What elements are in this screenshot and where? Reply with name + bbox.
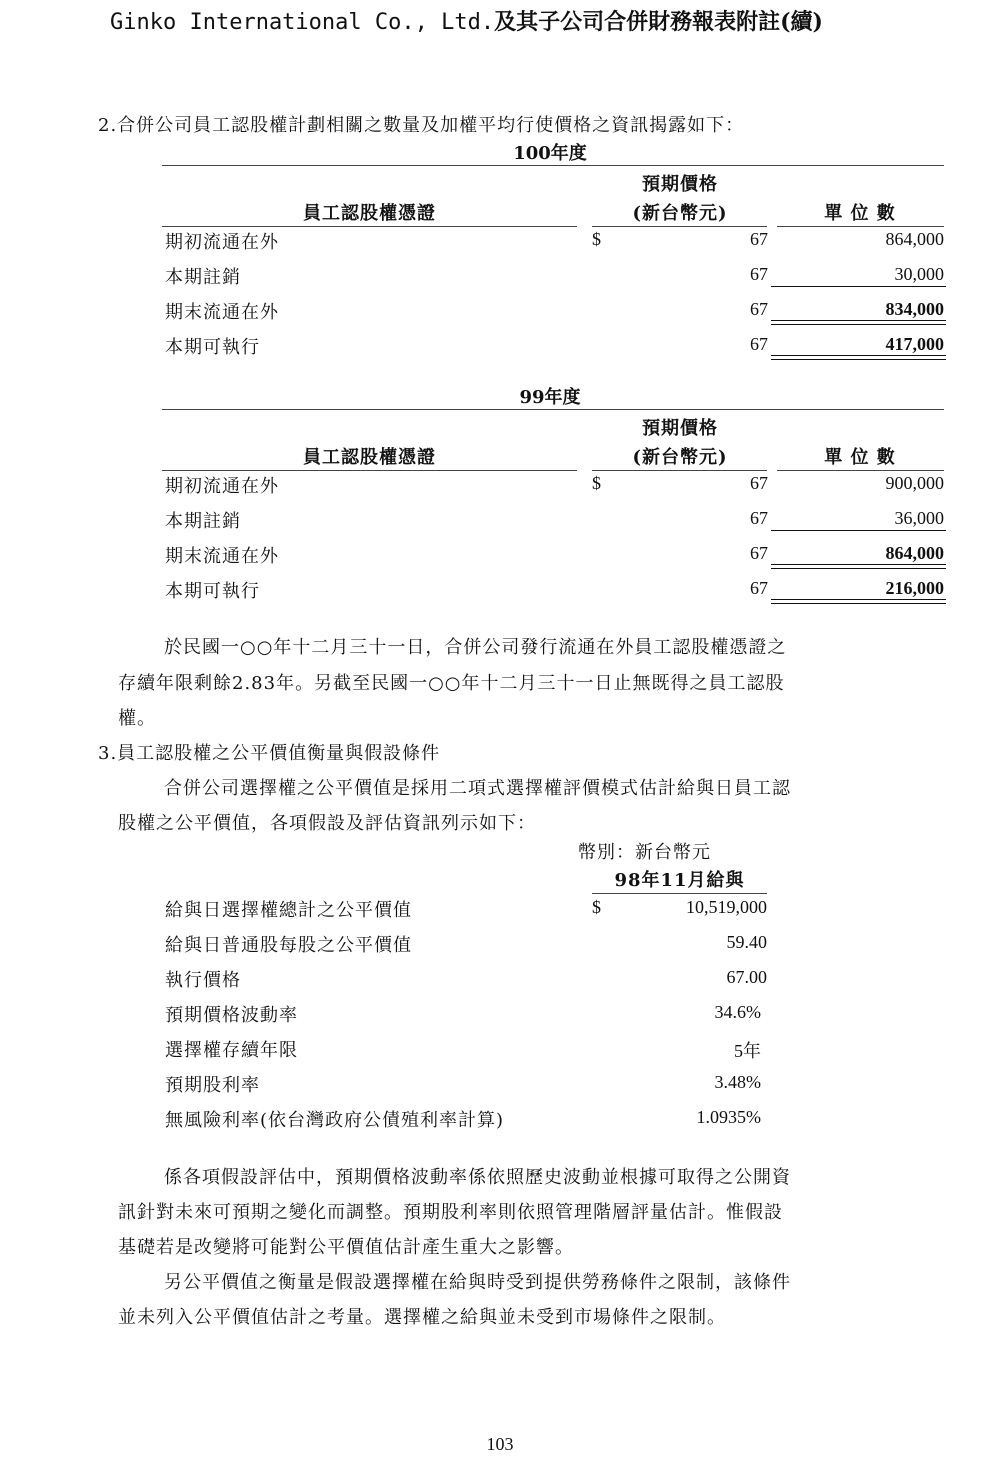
row-price: 67 — [750, 229, 768, 249]
row-price: 67 — [750, 543, 768, 563]
row-units: 216,000 — [885, 578, 944, 598]
col-header-price-line1: 預期價格 — [642, 174, 718, 195]
section2-intro: 2.合併公司員工認股權計劃相關之數量及加權平均行使價格之資訊揭露如下： — [98, 115, 745, 136]
row-units: 864,000 — [885, 543, 944, 563]
row-units: 36,000 — [894, 508, 944, 528]
col-header-price-line2: (新台幣元) — [632, 203, 728, 224]
col-header-price-line1: 預期價格 — [642, 418, 718, 439]
table-top-rule — [162, 409, 944, 410]
fv-row-label: 預期股利率 — [165, 1075, 260, 1096]
col-header-grant: 98年11月給與 — [614, 870, 745, 891]
row-price: 67 — [750, 299, 768, 319]
header-underline — [162, 226, 577, 227]
header-underline — [592, 470, 767, 471]
header-underline — [162, 470, 577, 471]
header-underline — [592, 226, 767, 227]
currency-note: 幣別：新台幣元 — [578, 842, 711, 863]
fv-row-value: 10,519,000 — [686, 897, 767, 917]
row-label: 本期可執行 — [165, 337, 260, 358]
fv-row-label: 給與日選擇權總計之公平價值 — [165, 900, 412, 921]
paragraph-line: 股權之公平價值，各項假設及評估資訊列示如下： — [118, 813, 536, 834]
total-double-rule — [771, 599, 946, 604]
row-price: 67 — [750, 264, 768, 284]
fv-row-label: 無風險利率(依台灣政府公債殖利率計算) — [165, 1110, 505, 1131]
paragraph-line: 於民國一○○年十二月三十一日，合併公司發行流通在外員工認股權憑證之 — [164, 637, 787, 658]
col-header-name: 員工認股權憑證 — [303, 447, 436, 468]
total-double-rule — [771, 355, 946, 360]
fv-row-label: 給與日普通股每股之公平價值 — [165, 935, 412, 956]
fv-row-label: 選擇權存續年限 — [165, 1040, 298, 1061]
row-label: 期初流通在外 — [165, 476, 279, 497]
row-units: 864,000 — [885, 229, 944, 249]
row-label: 期末流通在外 — [165, 546, 279, 567]
paragraph-line: 權。 — [118, 708, 156, 729]
paragraph-line: 存續年限剩餘2.83年。另截至民國一○○年十二月三十一日止無既得之員工認股 — [118, 673, 785, 694]
header-title: 及其子公司合併財務報表附註(續) — [494, 9, 823, 35]
row-units: 834,000 — [885, 299, 944, 319]
paragraph-line: 基礎若是改變將可能對公平價值估計產生重大之影響。 — [118, 1237, 574, 1258]
row-label: 本期註銷 — [165, 267, 241, 288]
table-year-title: 99年度 — [519, 387, 581, 408]
fv-row-value: 34.6% — [714, 1002, 761, 1022]
total-double-rule — [771, 320, 946, 325]
row-price: 67 — [750, 473, 768, 493]
row-price: 67 — [750, 334, 768, 354]
row-price: 67 — [750, 578, 768, 598]
page-header — [110, 5, 823, 36]
row-units: 30,000 — [894, 264, 944, 284]
header-underline — [777, 226, 944, 227]
col-header-units: 單 位 數 — [824, 203, 896, 224]
page-number: 103 — [486, 1434, 514, 1454]
fv-row-label: 預期價格波動率 — [165, 1005, 298, 1026]
row-label: 期末流通在外 — [165, 302, 279, 323]
paragraph-line: 合併公司選擇權之公平價值是採用二項式選擇權評價模式估計給與日員工認 — [164, 778, 791, 799]
paragraph-line: 並未列入公平價值估計之考量。選擇權之給與並未受到市場條件之限制。 — [118, 1307, 726, 1328]
fv-row-label: 執行價格 — [165, 970, 241, 991]
col-header-name: 員工認股權憑證 — [303, 203, 436, 224]
row-units: 417,000 — [885, 334, 944, 354]
header-underline — [777, 470, 944, 471]
header-company-name: Ginko International Co., Ltd. — [110, 10, 495, 35]
col-header-units: 單 位 數 — [824, 447, 896, 468]
section3-title: 3.員工認股權之公平價值衡量與假設條件 — [98, 743, 441, 764]
currency-sign: $ — [592, 229, 601, 249]
table-year-title: 100年度 — [513, 143, 587, 164]
subtotal-rule — [771, 530, 946, 531]
fv-row-value: 3.48% — [714, 1072, 761, 1092]
fv-row-value: 5年 — [734, 1041, 761, 1061]
row-price: 67 — [750, 508, 768, 528]
header-underline — [592, 893, 767, 894]
fv-row-value: 67.00 — [726, 967, 767, 987]
total-double-rule — [771, 564, 946, 569]
paragraph-line: 係各項假設評估中，預期價格波動率係依照歷史波動並根據可取得之公開資 — [164, 1167, 791, 1188]
table-top-rule — [162, 165, 944, 166]
currency-sign: $ — [592, 473, 601, 493]
currency-sign: $ — [592, 897, 601, 917]
fv-row-value: 1.0935% — [696, 1107, 761, 1127]
row-units: 900,000 — [885, 473, 944, 493]
subtotal-rule — [771, 286, 946, 287]
fv-row-value: 59.40 — [726, 932, 767, 952]
paragraph-line: 訊針對未來可預期之變化而調整。預期股利率則依照管理階層評量估計。惟假設 — [118, 1202, 783, 1223]
row-label: 本期可執行 — [165, 581, 260, 602]
row-label: 期初流通在外 — [165, 232, 279, 253]
row-label: 本期註銷 — [165, 511, 241, 532]
paragraph-line: 另公平價值之衡量是假設選擇權在給與時受到提供勞務條件之限制，該條件 — [164, 1272, 791, 1293]
col-header-price-line2: (新台幣元) — [632, 447, 728, 468]
